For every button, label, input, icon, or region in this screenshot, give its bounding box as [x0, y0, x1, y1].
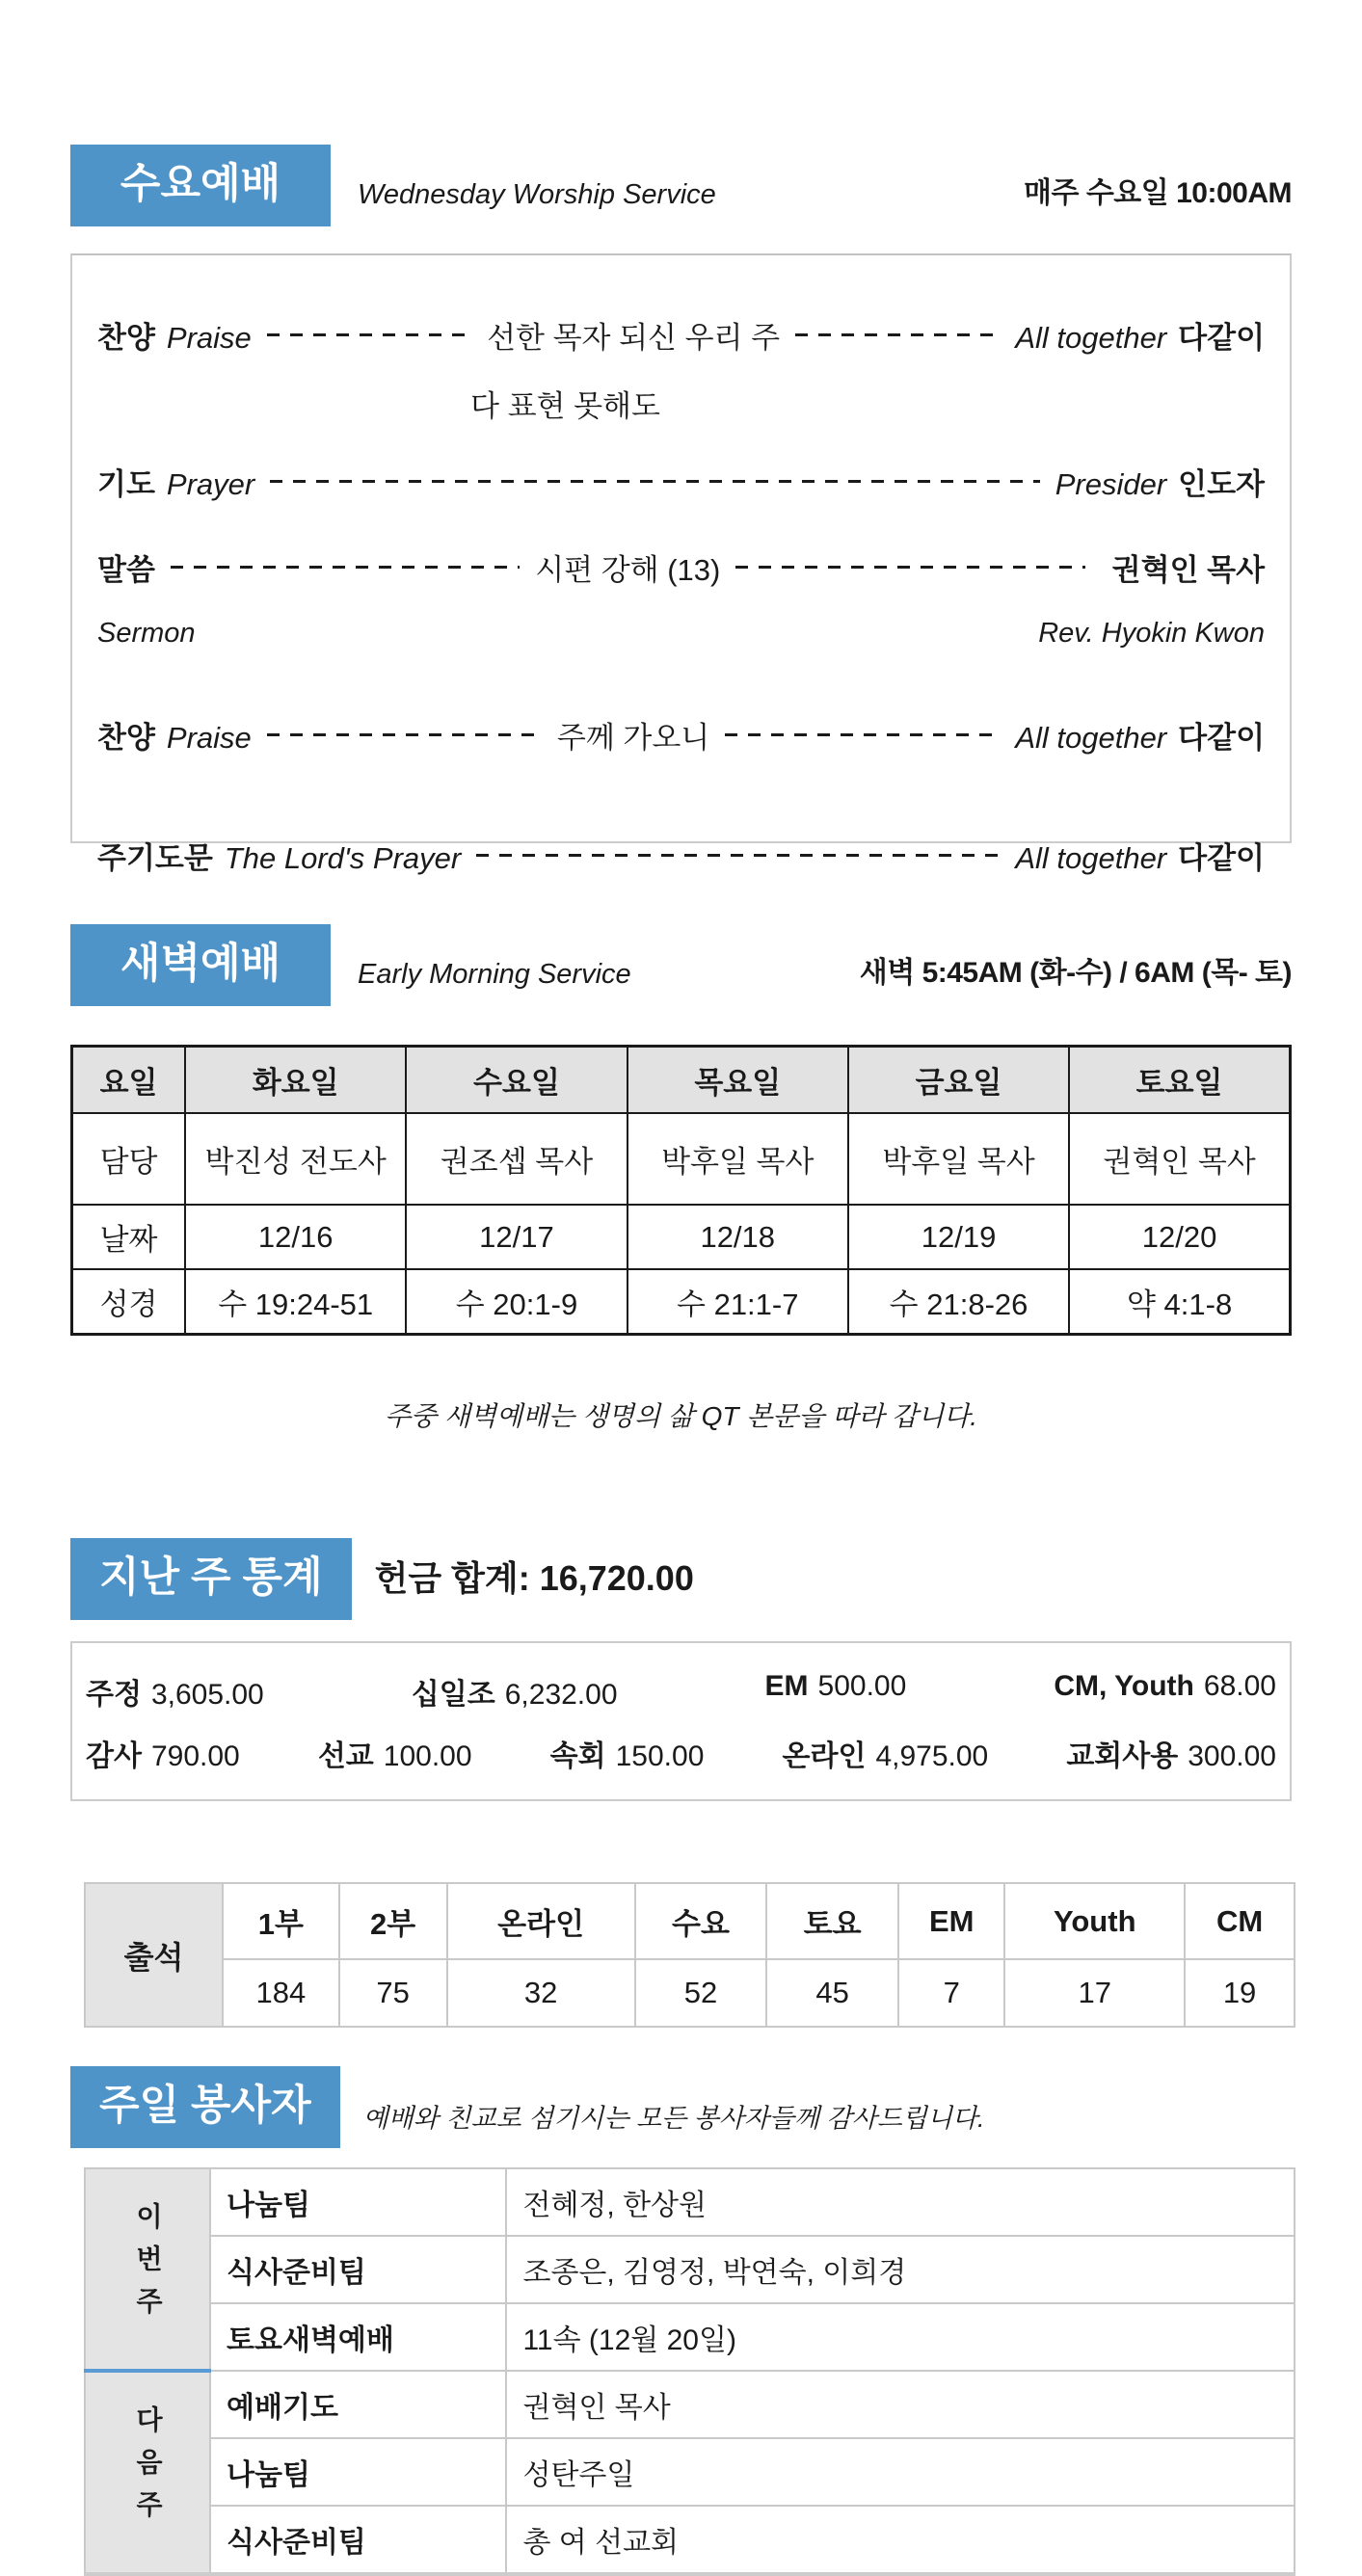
dawn-row-preacher-label: 담당 [72, 1113, 186, 1205]
offering-label: 감사 [86, 1740, 142, 1772]
praise1-by-ko: 다같이 [1178, 321, 1266, 355]
dash-leader [267, 333, 471, 336]
offering-item [86, 1732, 240, 1774]
volunteers-header [70, 2066, 1292, 2148]
offering-item [86, 1670, 264, 1713]
attendance-value-sat: 45 [766, 1959, 898, 2027]
offering-item [318, 1732, 472, 1774]
dash-leader [267, 733, 542, 736]
next-week-label-text: 다음주 [133, 2404, 163, 2533]
offering-value: 68.00 [1203, 1670, 1276, 1702]
offering-value: 500.00 [817, 1670, 907, 1702]
offering-value: 6,232.00 [504, 1679, 618, 1711]
sermon-by-en: Rev. Hyokin Kwon [1038, 618, 1265, 649]
table-row [85, 2506, 1295, 2574]
offering-detail-box [70, 1641, 1292, 1801]
volunteer-role: 나눔팀 [210, 2438, 506, 2506]
attendance-col-youth: Youth [1004, 1883, 1185, 1959]
praise1-song-title: 선한 목자 되신 우리 주 [487, 321, 781, 355]
attendance-col-1bu: 1부 [223, 1883, 339, 1959]
attendance-value-youth: 17 [1004, 1959, 1185, 2027]
praise1-song-line2: 다 표현 못해도 [470, 389, 660, 423]
dawn-scripture-tue: 수 19:24-51 [185, 1269, 406, 1335]
dawn-preacher-fri: 박후일 목사 [848, 1113, 1069, 1205]
praise2-label-ko: 찬양 [97, 721, 155, 755]
worship-row-prayer [97, 460, 1265, 503]
this-week-label [85, 2168, 210, 2371]
volunteers-badge: 주일 봉사자 [70, 2066, 340, 2148]
volunteer-names: 조종은, 김영정, 박연숙, 이희경 [506, 2236, 1295, 2303]
prayer-label-ko: 기도 [97, 467, 155, 501]
dawn-date-thu: 12/18 [628, 1205, 848, 1269]
attendance-value-wed: 52 [635, 1959, 767, 2027]
volunteer-names: 총 여 선교회 [506, 2506, 1295, 2574]
offering-line-1 [86, 1670, 1276, 1713]
volunteer-role: 식사준비팀 [210, 2506, 506, 2574]
dawn-row-scripture [72, 1269, 1291, 1335]
offering-value: 4,975.00 [875, 1740, 989, 1772]
dawn-preacher-sat: 권혁인 목사 [1069, 1113, 1290, 1205]
dawn-row-date [72, 1205, 1291, 1269]
praise1-label-en: Praise [166, 321, 252, 355]
offering-item [1066, 1732, 1276, 1774]
wednesday-subtitle: Wednesday Worship Service [358, 179, 716, 210]
dash-leader [270, 480, 1040, 483]
offering-total: 헌금 합계: 16,720.00 [374, 1558, 694, 1598]
attendance-value-cm: 19 [1185, 1959, 1295, 2027]
offering-label: EM [764, 1670, 809, 1702]
wednesday-badge: 수요예배 [70, 145, 331, 226]
volunteer-role: 예배기도 [210, 2371, 506, 2438]
offering-item [412, 1670, 618, 1713]
volunteers-caption: 예배와 친교로 섬기시는 모든 봉사자들께 감사드립니다. [362, 2104, 985, 2133]
sermon-label-ko: 말씀 [97, 553, 155, 587]
worship-row-praise2 [97, 713, 1265, 757]
wednesday-schedule: 매주 수요일 10:00AM [1024, 177, 1292, 209]
dash-leader [735, 566, 1084, 569]
dawn-col-fri: 금요일 [848, 1047, 1069, 1114]
prayer-by-ko: 인도자 [1178, 467, 1265, 501]
worship-row-praise1 [97, 313, 1265, 357]
dawn-table-header-row [72, 1047, 1291, 1114]
sermon-subrow [97, 618, 1265, 650]
dash-leader [171, 566, 520, 569]
dawn-preacher-thu: 박후일 목사 [628, 1113, 848, 1205]
offering-label: 온라인 [782, 1740, 867, 1772]
volunteer-role: 식사준비팀 [210, 2236, 506, 2303]
offering-item [782, 1732, 988, 1774]
praise2-song-title: 주께 가오니 [556, 721, 710, 755]
volunteer-role: 나눔팀 [210, 2168, 506, 2236]
offering-label: 선교 [317, 1740, 374, 1772]
table-row [85, 2303, 1295, 2371]
attendance-values-row [85, 1959, 1295, 2027]
volunteer-names: 11속 (12월 20일) [506, 2303, 1295, 2371]
offering-line-2 [86, 1732, 1276, 1774]
volunteers-table [84, 2167, 1295, 2576]
dawn-preacher-tue: 박진성 전도사 [185, 1113, 406, 1205]
volunteer-names: 성탄주일 [506, 2438, 1295, 2506]
dawn-row-scripture-label: 성경 [72, 1269, 186, 1335]
dawn-subtitle: Early Morning Service [358, 959, 631, 990]
lords-prayer-label-en: The Lord's Prayer [224, 841, 462, 875]
attendance-col-cm: CM [1185, 1883, 1295, 1959]
volunteer-role: 토요새벽예배 [210, 2303, 506, 2371]
praise2-by-ko: 다같이 [1178, 721, 1266, 755]
offering-value: 790.00 [150, 1740, 240, 1772]
dawn-preacher-wed: 권조셉 목사 [406, 1113, 627, 1205]
praise1-by-en: All together [1015, 321, 1167, 355]
wednesday-header [70, 145, 1292, 226]
offering-label: 십일조 [411, 1679, 495, 1711]
attendance-value-online: 32 [447, 1959, 635, 2027]
next-week-label [85, 2371, 210, 2574]
attendance-header-row [85, 1883, 1295, 1959]
sermon-by-ko: 권혁인 목사 [1111, 553, 1266, 587]
dawn-date-wed: 12/17 [406, 1205, 627, 1269]
lords-prayer-by-en: All together [1015, 841, 1167, 875]
offering-item [765, 1670, 907, 1713]
attendance-col-sat: 토요 [766, 1883, 898, 1959]
lords-prayer-by-ko: 다같이 [1178, 841, 1265, 875]
lords-prayer-label-ko: 주기도문 [97, 841, 213, 875]
praise2-label-en: Praise [166, 721, 252, 755]
prayer-by-en: Presider [1055, 467, 1167, 501]
attendance-col-online: 온라인 [447, 1883, 635, 1959]
attendance-table [84, 1882, 1295, 2028]
attendance-row-label: 출석 [85, 1883, 223, 2027]
attendance-value-em: 7 [898, 1959, 1004, 2027]
dawn-col-sat: 토요일 [1069, 1047, 1290, 1114]
offering-label: CM, Youth [1054, 1670, 1194, 1702]
worship-row-sermon [97, 545, 1265, 589]
dawn-scripture-fri: 수 21:8-26 [848, 1269, 1069, 1335]
dash-leader [795, 333, 1000, 336]
attendance-col-wed: 수요 [635, 1883, 767, 1959]
praise2-by-en: All together [1015, 721, 1167, 755]
dawn-col-thu: 목요일 [628, 1047, 848, 1114]
dawn-date-sat: 12/20 [1069, 1205, 1290, 1269]
table-row [85, 2168, 1295, 2236]
dawn-col-tue: 화요일 [185, 1047, 406, 1114]
stats-header [70, 1538, 1292, 1620]
dawn-row-preacher [72, 1113, 1291, 1205]
dawn-badge: 새벽예배 [70, 924, 331, 1006]
section-dawn-service [70, 924, 1292, 1434]
attendance-value-1bu: 184 [223, 1959, 339, 2027]
dawn-date-tue: 12/16 [185, 1205, 406, 1269]
offering-value: 150.00 [615, 1740, 705, 1772]
offering-label: 주정 [86, 1679, 142, 1711]
attendance-col-em: EM [898, 1883, 1004, 1959]
offering-label: 속회 [549, 1740, 606, 1772]
praise1-label-ko: 찬양 [97, 321, 155, 355]
table-row [85, 2236, 1295, 2303]
volunteer-names: 권혁인 목사 [506, 2371, 1295, 2438]
section-sunday-volunteers [70, 2066, 1292, 2576]
this-week-label-text: 이번주 [133, 2201, 163, 2329]
sermon-title: 시편 강해 (13) [535, 553, 721, 587]
dash-leader [476, 854, 1000, 857]
offering-item [1054, 1670, 1276, 1713]
offering-value: 300.00 [1188, 1740, 1276, 1772]
dawn-header [70, 924, 1292, 1006]
dawn-date-fri: 12/19 [848, 1205, 1069, 1269]
prayer-label-en: Prayer [166, 467, 255, 501]
sermon-label-en: Sermon [97, 618, 196, 649]
dawn-schedule-table [70, 1045, 1292, 1336]
dawn-row-date-label: 날짜 [72, 1205, 186, 1269]
offering-value: 100.00 [383, 1740, 472, 1772]
offering-value: 3,605.00 [150, 1679, 264, 1711]
dawn-scripture-thu: 수 21:1-7 [628, 1269, 848, 1335]
section-last-week-stats [70, 1538, 1292, 2028]
dawn-col-day: 요일 [72, 1047, 186, 1114]
worship-row-lords-prayer [97, 834, 1265, 877]
table-row [85, 2438, 1295, 2506]
attendance-col-2bu: 2부 [339, 1883, 447, 1959]
volunteer-names: 전혜정, 한상원 [506, 2168, 1295, 2236]
worship-order-box [70, 253, 1292, 875]
table-row [85, 2371, 1295, 2438]
stats-badge: 지난 주 통계 [70, 1538, 352, 1620]
dawn-schedule: 새벽 5:45AM (화-수) / 6AM (목- 토) [859, 957, 1292, 989]
dash-leader [725, 733, 1000, 736]
dawn-scripture-sat: 약 4:1-8 [1069, 1269, 1290, 1335]
offering-label: 교회사용 [1066, 1740, 1179, 1772]
offering-item [550, 1732, 705, 1774]
dawn-note: 주중 새벽예배는 생명의 삶 QT 본문을 따라 갑니다. [384, 1401, 978, 1431]
section-wednesday-worship [70, 145, 1292, 875]
dawn-scripture-wed: 수 20:1-9 [406, 1269, 627, 1335]
attendance-value-2bu: 75 [339, 1959, 447, 2027]
dawn-col-wed: 수요일 [406, 1047, 627, 1114]
